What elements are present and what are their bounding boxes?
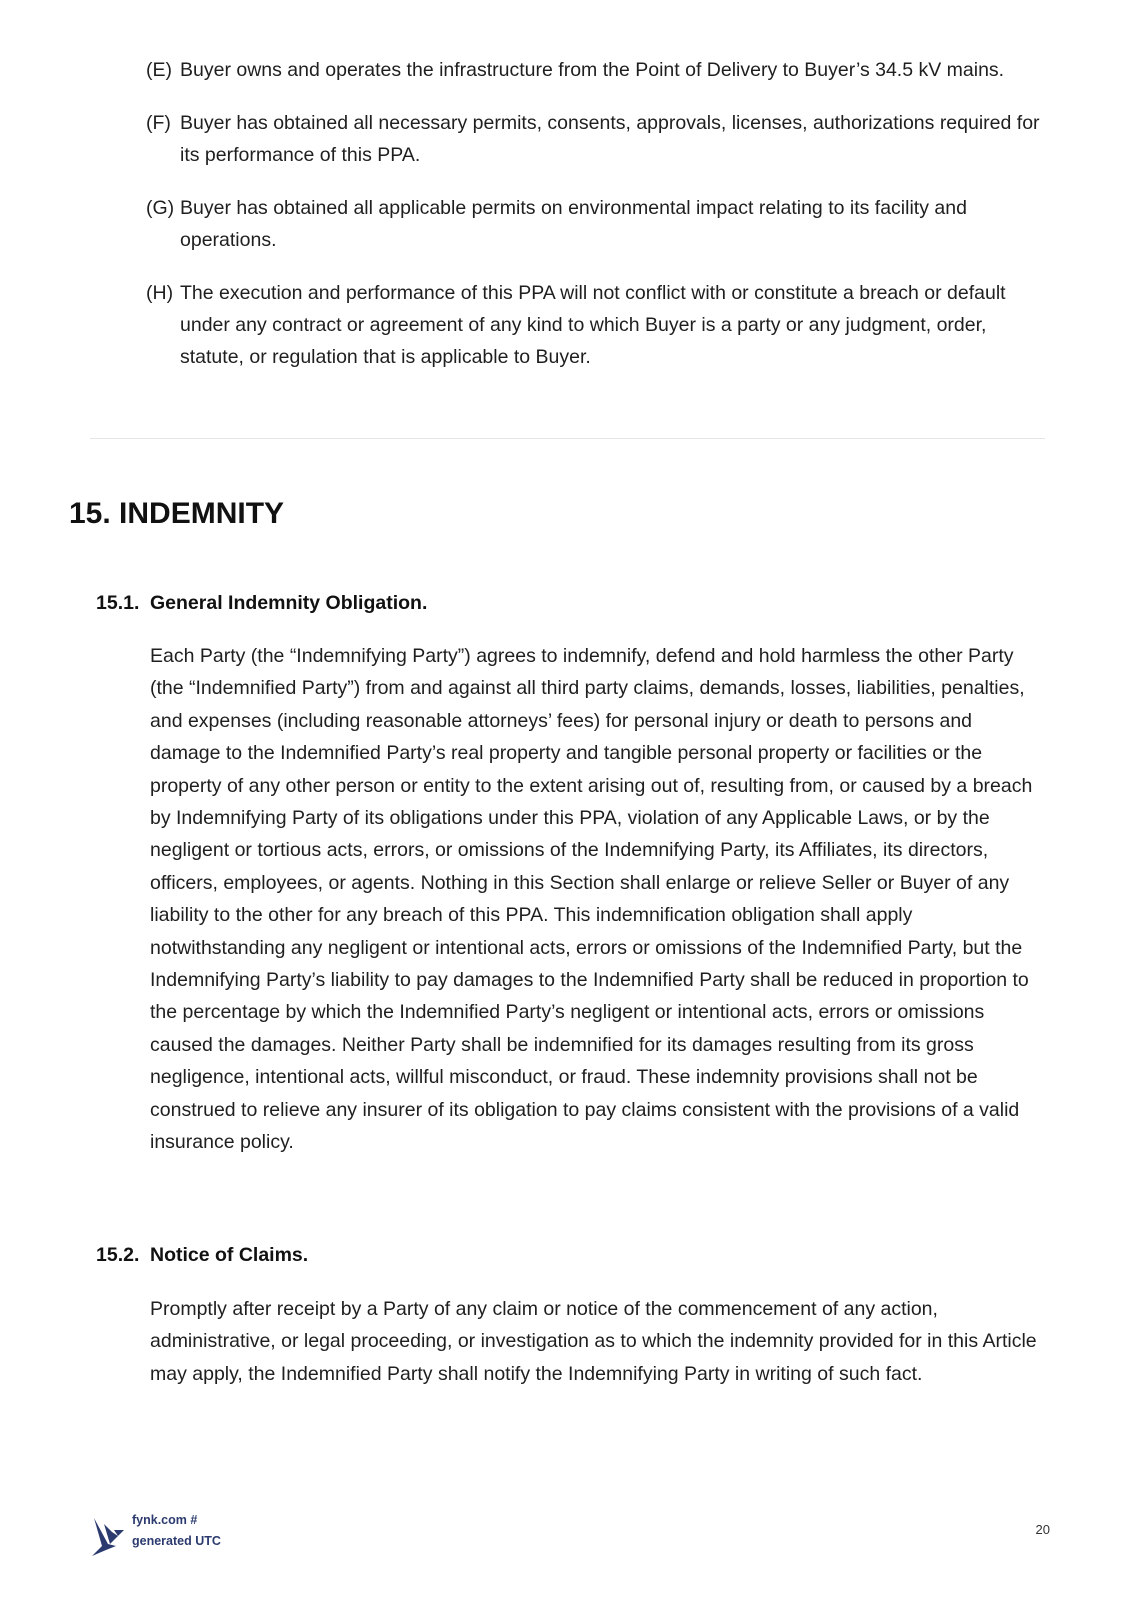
list-item-text: Buyer has obtained all necessary permits, consents, approvals, licenses, authorizations required for its performance of this PPA. [180,112,1040,166]
page-number: 20 [1035,1522,1050,1537]
list-item [0,54,1131,86]
list-item [0,192,1131,256]
footer-link-text: fynk.com # [132,1513,198,1527]
section-divider [90,438,1045,439]
subsection-body-notice-of-claims: Promptly after receipt by a Party of any claim or notice of the commencement of any action, administrative, or legal proceeding, or investigation as to which the indemnity provided for in this Article may apply, the Indemnified Party shall notify the Indemnifying Party in writing of such fact. [150,1298,1037,1385]
section-title: 15. INDEMNITY [69,497,285,530]
subsection-body-general-indemnity: Each Party (the “Indemnifying Party”) agrees to indemnify, defend and hold harmless the other Party (the “Indemnified Party”) from and against all third party claims, demands, losses, liabilities, penalties, and expenses (including reasonable attorneys’ fees) for personal injury or death to persons and damage to the Indemnified Party’s real property and tangible personal property or facilities or the property of any other person or entity to the extent arising out of, resulting from, or caused by a breach by Indemnifying Party of its obligations under this PPA, violation of any Applicable Laws, or by the negligent or tortious acts, errors, or omissions of the Indemnifying Party, its Affiliates, its directors, officers, employees, or agents. Nothing in this Section shall enlarge or relieve Seller or Buyer of any liability to the other for any breach of this PPA. This indemnification obligation shall apply notwithstanding any negligent or intentional acts, errors or omissions of the Indemnified Party, but the Indemnifying Party’s liability to pay damages to the Indemnified Party shall be reduced in proportion to the percentage by which the Indemnified Party’s negligent or intentional acts, errors or omissions caused the damages. Neither Party shall be indemnified for its damages resulting from its gross negligence, intentional acts, willful misconduct, or fraud. These indemnity provisions shall not be construed to relieve any insurer of its obligation to pay claims consistent with the provisions of a valid insurance policy. [150,645,1033,1154]
list-marker: (G) [146,197,175,219]
subsection-title: Notice of Claims. [150,1244,309,1266]
footer-text [132,1510,221,1552]
list-item [0,107,1131,171]
subsection-title: General Indemnity Obligation. [150,592,428,614]
list-marker: (F) [146,112,171,134]
list-marker: (H) [146,282,174,304]
page-footer [90,1510,1050,1560]
footer-generated-text: generated UTC [132,1534,221,1548]
list-item-text: Buyer has obtained all applicable permits on environmental impact relating to its facility and operations. [180,197,967,251]
fynk-bird-logo-icon [90,1516,134,1558]
list-item-text: The execution and performance of this PPA will not conflict with or constitute a breach or default under any contract or agreement of any kind to which Buyer is a party or any judgment, order, statute, or regulation that is applicable to Buyer. [180,282,1006,368]
list-marker: (E) [146,59,172,81]
representation-list [0,54,1131,394]
list-item-text: Buyer owns and operates the infrastructure from the Point of Delivery to Buyer’s 34.5 kV mains. [180,59,1005,81]
subsection-number: 15.1. [96,592,140,614]
list-item [0,277,1131,373]
subsection-number: 15.2. [96,1244,140,1266]
